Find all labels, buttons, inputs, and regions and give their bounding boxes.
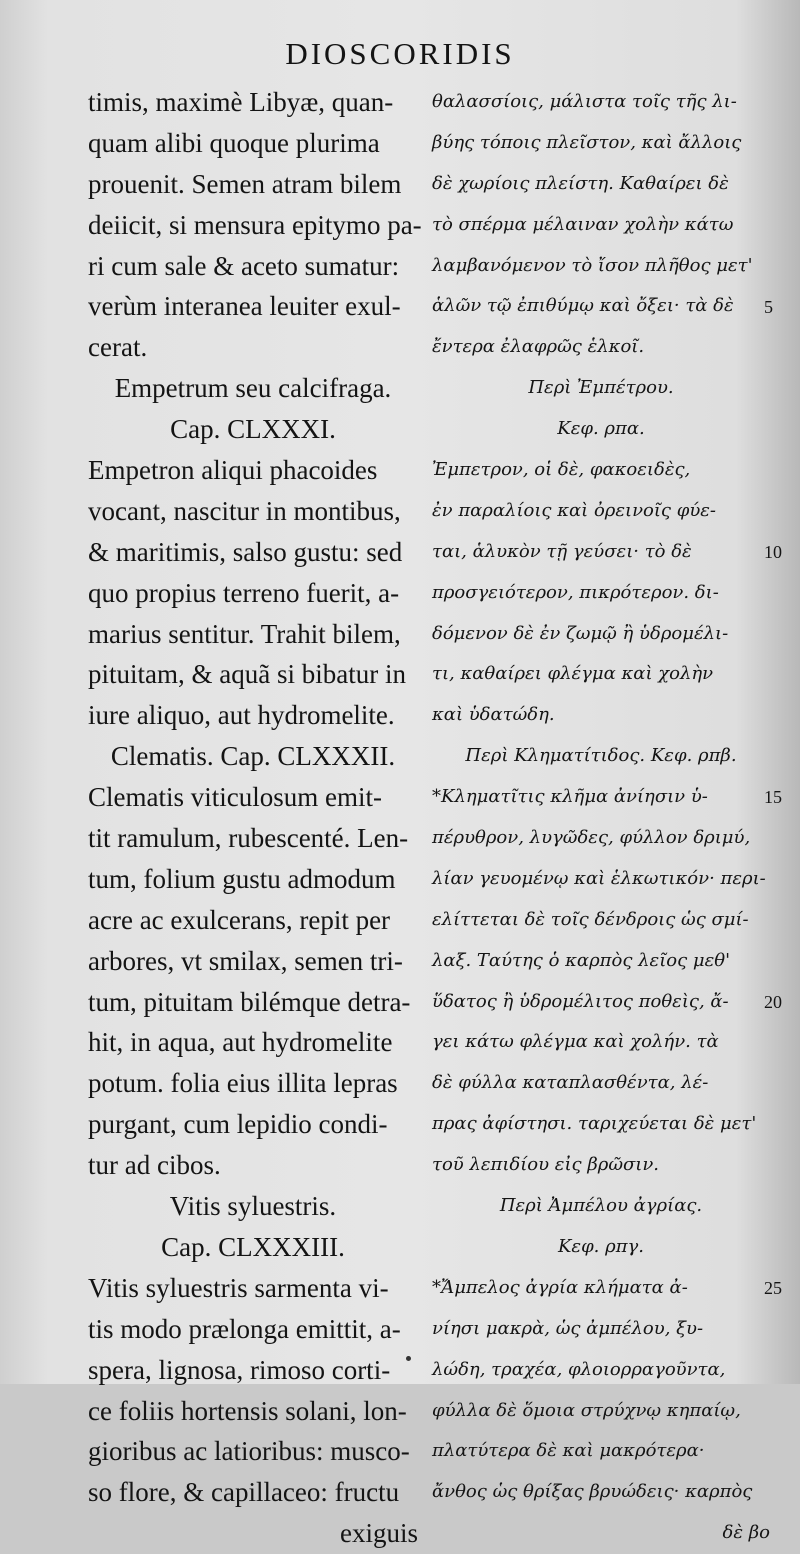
greek-line: πέρυθρον, λυγῶδες, φύλλον δριμύ,	[432, 827, 751, 849]
latin-line: exiguis	[340, 1518, 418, 1549]
greek-line: *Κληματῖτις κλῆμα ἀνίησιν ὑ-	[432, 786, 708, 808]
printer-mark	[406, 1356, 411, 1361]
latin-line: verùm interanea leuiter exul-	[88, 291, 401, 322]
greek-line: ἐν παραλίοις καὶ ὀρεινοῖς φύε-	[432, 499, 717, 521]
latin-line: prouenit. Semen atram bilem	[88, 168, 402, 199]
greek-line: δὲ χωρίοις πλείστη. Καθαίρει δὲ	[432, 172, 729, 194]
latin-line: tit ramulum, rubescenté. Len-	[88, 823, 409, 854]
latin-line: purgant, cum lepidio condi-	[88, 1109, 388, 1140]
greek-line: *Ἄμπελος ἀγρία κλήματα ἀ-	[432, 1276, 688, 1298]
latin-line: spera, lignosa, rimoso corti-	[88, 1354, 391, 1385]
greek-line: ἁλῶν τῷ ἐπιθύμῳ καὶ ὄξει· τὰ δὲ	[432, 295, 734, 317]
latin-line: cerat.	[88, 332, 148, 363]
greek-line: Περὶ Ἐμπέτρου.	[528, 377, 674, 399]
greek-line: γει κάτω φλέγμα καὶ χολήν. τὰ	[432, 1031, 719, 1053]
latin-line: iure aliquo, aut hydromelite.	[88, 700, 395, 731]
latin-line: Clematis. Cap. CLXXXII.	[110, 741, 396, 772]
margin-line-number: 20	[764, 991, 782, 1012]
latin-line: ri cum sale & aceto sumatur:	[88, 250, 400, 281]
greek-line: νίησι μακρὰ, ὡς ἀμπέλου, ξυ-	[432, 1317, 704, 1339]
margin-line-number: 25	[764, 1278, 782, 1299]
greek-line: προσγειότερον, πικρότερον. δι-	[432, 581, 719, 603]
greek-line: βύης τόποις πλεῖστον, καὶ ἄλλοις	[432, 131, 742, 153]
latin-line: acre ac exulcerans, repit per	[88, 904, 391, 935]
greek-line: ἄνθος ὡς θρίξας βρυώδεις· καρπὸς	[432, 1481, 753, 1503]
margin-line-number: 15	[764, 787, 782, 808]
greek-line: λαμβανόμενον τὸ ἴσον πλῆθος μετ'	[432, 254, 753, 276]
greek-line: ελίττεται δὲ τοῖς δένδροις ὡς σμί-	[432, 908, 749, 930]
latin-line: marius sentitur. Trahit bilem,	[88, 618, 401, 649]
margin-line-number: 10	[764, 541, 782, 562]
latin-line: tum, folium gustu admodum	[88, 863, 396, 894]
latin-line: deiicit, si mensura epitymo pa-	[88, 209, 422, 240]
greek-line: τὸ σπέρμα μέλαιναν χολὴν κάτω	[432, 213, 734, 235]
greek-line: λίαν γευομένῳ καὶ ἑλκωτικόν· περι-	[432, 867, 766, 889]
latin-line: & maritimis, salso gustu: sed	[88, 536, 403, 567]
greek-line: λώδη, τραχέα, φλοιορραγοῦντα,	[432, 1358, 726, 1380]
greek-line: Κεφ. ρπα.	[557, 418, 645, 440]
latin-line: Empetron aliqui phacoides	[88, 455, 378, 486]
latin-line: arbores, vt smilax, semen tri-	[88, 945, 403, 976]
latin-column	[88, 82, 422, 1554]
latin-line: tur ad cibos.	[88, 1150, 221, 1181]
greek-line: τι, καθαίρει φλέγμα καὶ χολὴν	[432, 663, 714, 685]
latin-line: so flore, & capillaceo: fructu	[88, 1477, 400, 1508]
latin-line: quam alibi quoque plurima	[88, 127, 380, 158]
latin-line: ce foliis hortensis solani, lon-	[88, 1395, 407, 1426]
latin-line: quo propius terreno fuerit, a-	[88, 577, 400, 608]
greek-line: δὲ φύλλα καταπλασθέντα, λέ-	[432, 1072, 709, 1094]
greek-column	[432, 82, 770, 1554]
latin-line: tum, pituitam bilémque detra-	[88, 986, 411, 1017]
latin-line: Cap. CLXXXI.	[170, 414, 336, 445]
greek-line: Κεφ. ρπγ.	[557, 1235, 645, 1257]
latin-line: pituitam, & aquã si bibatur in	[88, 659, 406, 690]
latin-line: Clematis viticulosum emit-	[88, 782, 382, 813]
greek-line: ὕδατος ἢ ὑδρομέλιτος ποθεὶς, ἄ-	[432, 990, 729, 1012]
greek-line: ται, ἁλυκὸν τῇ γεύσει· τὸ δὲ	[432, 540, 692, 562]
latin-line: Vitis syluestris sarmenta vi-	[88, 1272, 389, 1303]
greek-line: Περὶ Κληματίτιδος. Κεφ. ρπβ.	[465, 745, 737, 767]
greek-line: Περὶ Ἀμπέλου ἀγρίας.	[499, 1195, 703, 1217]
latin-line: gioribus ac latioribus: musco-	[88, 1436, 410, 1467]
greek-line: λαξ. Ταύτης ὁ καρπὸς λεῖος μεθ'	[432, 949, 731, 971]
greek-line: ἔντερα ἐλαφρῶς ἑλκοῖ.	[432, 336, 645, 358]
latin-line: Cap. CLXXXIII.	[161, 1231, 345, 1262]
greek-line: πλατύτερα δὲ καὶ μακρότερα·	[432, 1440, 705, 1462]
greek-line: πρας ἀφίστησι. ταριχεύεται δὲ μετ'	[432, 1113, 757, 1135]
latin-line: hit, in aqua, aut hydromelite	[88, 1027, 393, 1058]
greek-line: δόμενον δὲ ἐν ζωμῷ ἢ ὑδρομέλι-	[432, 622, 729, 644]
latin-line: Empetrum seu calcifraga.	[114, 373, 392, 404]
latin-line: timis, maximè Libyæ, quan-	[88, 87, 394, 117]
margin-line-number: 5	[764, 296, 773, 317]
latin-line: potum. folia eius illita lepras	[88, 1068, 398, 1099]
greek-line: δὲ βο	[722, 1522, 770, 1544]
running-head: DIOSCORIDIS	[285, 36, 515, 71]
latin-line: vocant, nascitur in montibus,	[88, 495, 401, 526]
greek-line: φύλλα δὲ ὅμοια στρύχνῳ κηπαίῳ,	[432, 1399, 741, 1421]
greek-line: Ἐμπετρον, οἱ δὲ, φακοειδὲς,	[432, 459, 691, 481]
latin-line: Vitis syluestris.	[169, 1191, 337, 1222]
greek-line: τοῦ λεπιδίου εἰς βρῶσιν.	[432, 1154, 660, 1176]
latin-line: tis modo prælonga emittit, a-	[88, 1313, 401, 1344]
greek-line: θαλασσίοις, μάλιστα τοῖς τῆς λι-	[432, 91, 737, 112]
greek-line: καὶ ὑδατώδη.	[432, 704, 555, 726]
